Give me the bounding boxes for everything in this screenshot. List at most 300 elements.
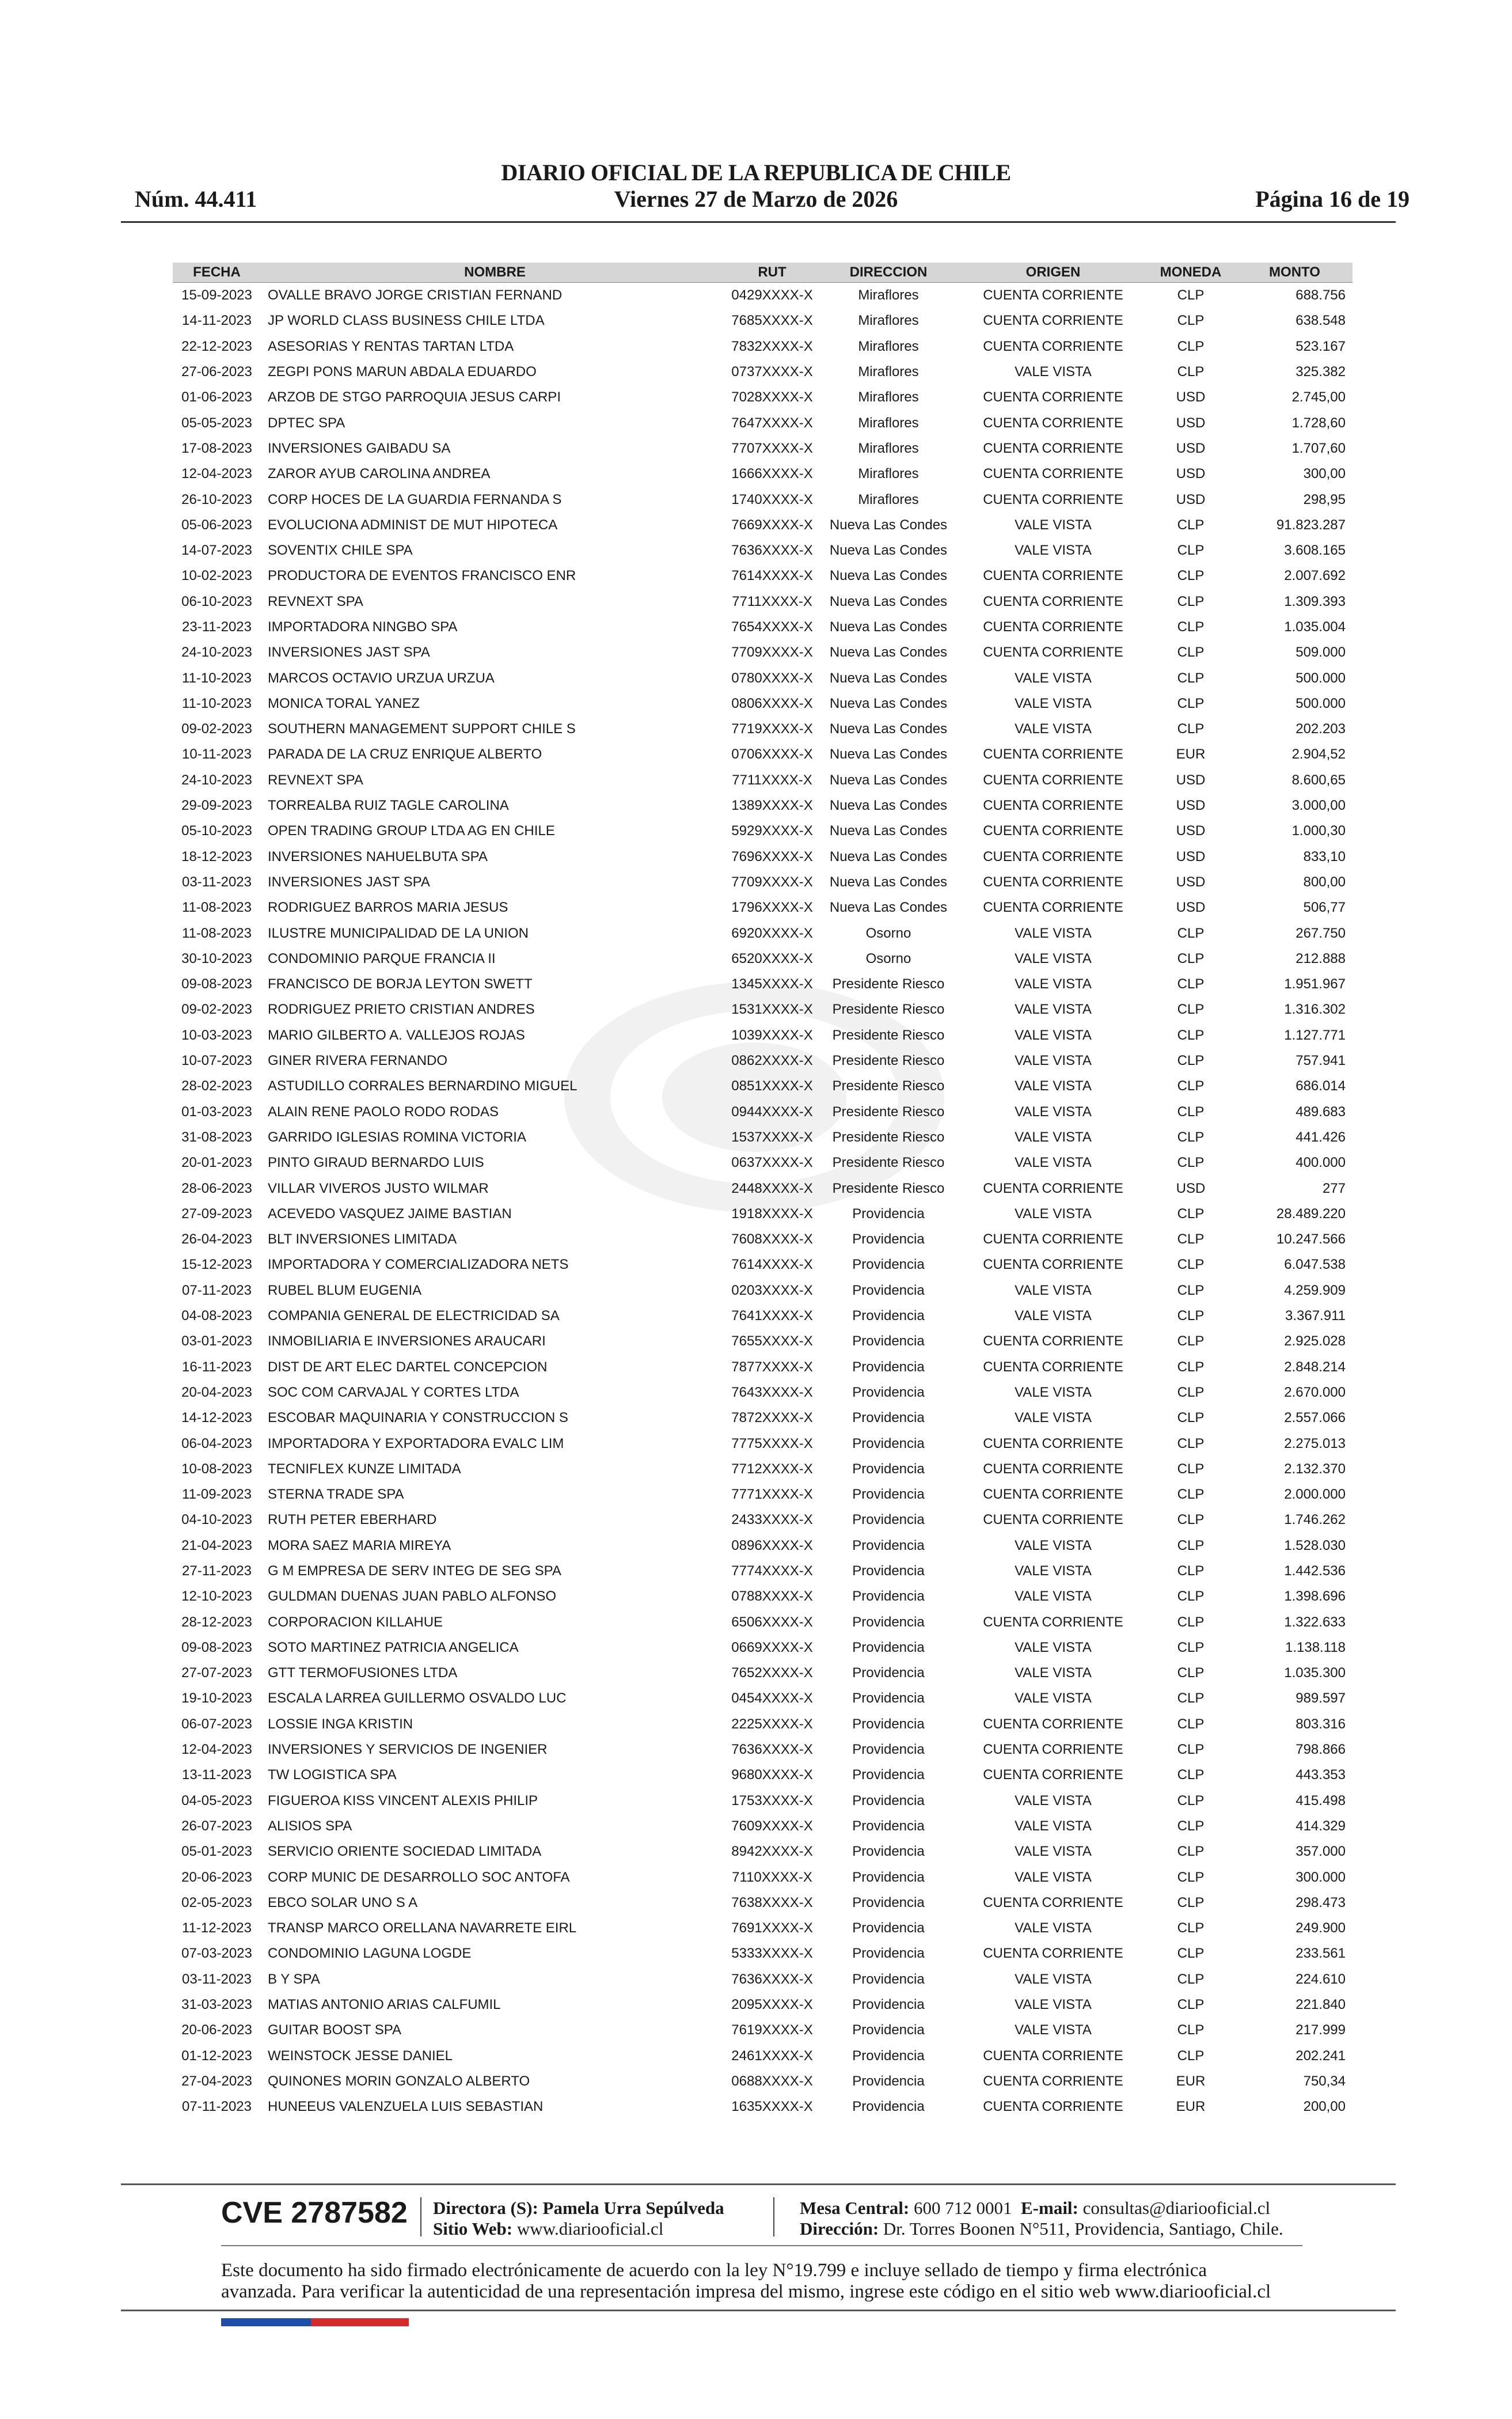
cell-monto: 325.382 [1296,364,1346,380]
cell-moneda: CLP [1177,925,1205,941]
cell-moneda: CLP [1177,568,1205,584]
cell-nombre: INVERSIONES JAST SPA [268,874,430,890]
table-row [173,1227,1353,1252]
website-label: Sitio Web: [433,2219,513,2239]
cell-monto: 224.610 [1296,1971,1346,1987]
cell-nombre: IMPORTADORA Y COMERCIALIZADORA NETS [268,1257,569,1273]
cell-direccion: Presidente Riesco [832,1129,945,1145]
cell-monto: 500.000 [1296,670,1346,686]
cell-moneda: USD [1176,491,1206,507]
table-row [173,895,1353,920]
footer-separator [773,2197,774,2236]
cell-nombre: MONICA TORAL YANEZ [268,695,420,711]
email-value[interactable]: consultas@diariooficial.cl [1082,2198,1271,2218]
cell-direccion: Providencia [852,2073,925,2089]
cell-rut: 6520XXXX-X [731,950,813,966]
table-row [173,1278,1353,1303]
cell-monto: 688.756 [1296,287,1346,304]
cell-direccion: Providencia [852,1461,925,1477]
cell-nombre: INVERSIONES JAST SPA [268,644,430,661]
cell-origen: CUENTA CORRIENTE [983,313,1123,329]
table-row [173,2094,1353,2120]
cell-origen: VALE VISTA [1015,1410,1092,1426]
cell-rut: 6920XXXX-X [731,925,813,941]
cell-moneda: CLP [1177,2022,1205,2038]
cell-rut: 5333XXXX-X [731,1946,813,1962]
cell-fecha: 13-11-2023 [182,1767,252,1783]
cell-rut: 8942XXXX-X [731,1844,813,1860]
cell-monto: 3.608.165 [1284,543,1346,559]
cell-origen: CUENTA CORRIENTE [983,644,1123,661]
cell-rut: 1740XXXX-X [731,491,813,507]
table-row [173,870,1353,895]
cell-direccion: Providencia [852,1231,925,1248]
cell-origen: CUENTA CORRIENTE [983,2048,1123,2064]
cell-origen: CUENTA CORRIENTE [983,1435,1123,1451]
table-row [173,308,1353,333]
cell-direccion: Providencia [852,1767,925,1783]
cell-direccion: Miraflores [858,466,919,482]
cell-fecha: 05-06-2023 [181,517,252,533]
cell-monto: 212.888 [1296,950,1346,966]
cell-rut: 1635XXXX-X [731,2099,813,2115]
cell-monto: 3.367.911 [1285,1308,1346,1324]
cell-monto: 2.670.000 [1284,1384,1346,1400]
table-row [173,1967,1353,1992]
cell-rut: 7608XXXX-X [731,1231,813,1248]
table-row [173,1941,1353,1966]
cell-rut: 0896XXXX-X [731,1537,813,1553]
cell-direccion: Providencia [852,1588,925,1605]
cell-nombre: REVNEXT SPA [268,772,363,788]
cell-rut: 7771XXXX-X [731,1487,813,1503]
cell-direccion: Nueva Las Condes [829,874,948,890]
table-row [173,1584,1353,1609]
cell-monto: 686.014 [1296,1078,1346,1094]
cell-direccion: Presidente Riesco [832,976,945,992]
cell-monto: 6.047.538 [1284,1257,1346,1273]
table-row [173,1890,1353,1916]
cell-direccion: Nueva Las Condes [829,721,948,737]
cell-fecha: 23-11-2023 [182,619,252,635]
cell-fecha: 01-03-2023 [181,1104,252,1120]
cell-direccion: Providencia [852,1792,925,1808]
cell-fecha: 06-07-2023 [181,1716,252,1732]
cell-moneda: EUR [1176,746,1206,763]
cell-fecha: 18-12-2023 [181,848,252,865]
cell-nombre: ZEGPI PONS MARUN ABDALA EDUARDO [268,364,537,380]
cell-monto: 798.866 [1296,1742,1346,1758]
cell-moneda: CLP [1177,517,1205,533]
table-row [173,768,1353,793]
cell-moneda: CLP [1177,695,1205,711]
cell-monto: 28.489.220 [1276,1205,1346,1222]
cell-fecha: 14-07-2023 [181,543,252,559]
cell-moneda: CLP [1177,1282,1205,1298]
cell-moneda: CLP [1177,1359,1205,1375]
cell-fecha: 30-10-2023 [181,950,252,966]
cell-nombre: DPTEC SPA [268,415,345,431]
table-row [173,972,1353,997]
cell-rut: 7614XXXX-X [731,1257,813,1273]
table-row [173,716,1353,742]
cell-fecha: 10-07-2023 [181,1053,252,1069]
cell-rut: 7641XXXX-X [731,1308,813,1324]
cell-moneda: USD [1176,415,1206,431]
cell-origen: CUENTA CORRIENTE [983,1894,1123,1910]
footer-inner-divider [221,2245,1302,2246]
cell-moneda: CLP [1177,1053,1205,1069]
cell-nombre: ALAIN RENE PAOLO RODO RODAS [268,1104,499,1120]
footer-bottom-divider [121,2310,1396,2311]
cell-fecha: 04-10-2023 [181,1512,252,1528]
cell-moneda: CLP [1177,1002,1205,1018]
cell-origen: VALE VISTA [1015,695,1092,711]
cell-moneda: CLP [1177,1384,1205,1400]
cell-moneda: CLP [1177,721,1205,737]
cell-nombre: LOSSIE INGA KRISTIN [268,1716,413,1732]
cell-moneda: CLP [1177,1588,1205,1605]
cell-moneda: USD [1176,440,1206,456]
website-value[interactable]: www.diariooficial.cl [516,2219,664,2239]
cell-origen: CUENTA CORRIENTE [983,415,1123,431]
cell-monto: 443.353 [1296,1767,1346,1783]
cell-moneda: EUR [1176,2073,1206,2089]
cell-fecha: 17-08-2023 [181,440,252,456]
cell-direccion: Providencia [852,1894,925,1910]
cell-direccion: Miraflores [858,440,919,456]
cell-fecha: 10-08-2023 [181,1461,252,1477]
table-row [173,1660,1353,1686]
cell-nombre: TECNIFLEX KUNZE LIMITADA [268,1461,461,1477]
cell-fecha: 26-10-2023 [181,491,252,507]
cell-origen: VALE VISTA [1015,1971,1092,1987]
cell-origen: VALE VISTA [1015,1155,1092,1171]
cell-rut: 7655XXXX-X [731,1333,813,1349]
cell-fecha: 26-04-2023 [181,1231,252,1248]
cell-rut: 0454XXXX-X [731,1690,813,1707]
cell-direccion: Providencia [852,1257,925,1273]
table-row [173,920,1353,946]
cell-moneda: USD [1176,1180,1206,1196]
table-row [173,1992,1353,2018]
cell-origen: CUENTA CORRIENTE [983,2099,1123,2115]
cell-fecha: 27-11-2023 [182,1563,252,1579]
cell-monto: 489.683 [1296,1104,1346,1120]
cell-direccion: Osorno [865,925,911,941]
cell-fecha: 15-12-2023 [181,1257,252,1273]
cell-rut: 7832XXXX-X [731,338,813,354]
cell-rut: 1537XXXX-X [731,1129,813,1145]
cell-rut: 0637XXXX-X [731,1155,813,1171]
table-row [173,1380,1353,1405]
cell-nombre: WEINSTOCK JESSE DANIEL [268,2048,453,2064]
table-row [173,1303,1353,1329]
table-row [173,1635,1353,1660]
cell-origen: CUENTA CORRIENTE [983,1333,1123,1349]
cell-origen: CUENTA CORRIENTE [983,1461,1123,1477]
table-row [173,1048,1353,1074]
cell-origen: CUENTA CORRIENTE [983,1767,1123,1783]
cell-fecha: 20-01-2023 [181,1155,252,1171]
cell-origen: VALE VISTA [1015,1104,1092,1120]
table-row [173,334,1353,359]
cell-direccion: Providencia [852,1410,925,1426]
cell-moneda: CLP [1177,313,1205,329]
cell-moneda: CLP [1177,1716,1205,1732]
cell-nombre: OVALLE BRAVO JORGE CRISTIAN FERNAND [268,287,563,304]
cell-origen: CUENTA CORRIENTE [983,1512,1123,1528]
cell-fecha: 09-08-2023 [181,976,252,992]
cell-direccion: Providencia [852,1690,925,1707]
cell-rut: 7711XXXX-X [732,772,812,788]
table-row [173,513,1353,538]
cell-moneda: USD [1176,848,1206,865]
cell-monto: 506,77 [1303,900,1346,916]
cell-origen: VALE VISTA [1015,1690,1092,1707]
cell-direccion: Providencia [852,1333,925,1349]
cell-monto: 249.900 [1296,1920,1346,1936]
page-number: Página 16 de 19 [1255,186,1410,212]
cell-fecha: 10-03-2023 [181,1027,252,1043]
cell-fecha: 11-08-2023 [182,925,252,941]
cell-direccion: Providencia [852,1308,925,1324]
cell-origen: VALE VISTA [1015,1920,1092,1936]
table-row [173,818,1353,844]
website-line [433,2219,663,2239]
cell-fecha: 09-02-2023 [181,721,252,737]
cell-origen: VALE VISTA [1015,1844,1092,1860]
cell-monto: 1.316.302 [1284,1002,1346,1018]
cell-nombre: GINER RIVERA FERNANDO [268,1053,448,1069]
cell-rut: 0862XXXX-X [731,1053,813,1069]
cell-direccion: Providencia [852,1512,925,1528]
cell-direccion: Presidente Riesco [832,1002,945,1018]
cell-moneda: CLP [1177,1333,1205,1349]
flag-stripe-red [311,2318,409,2326]
cell-nombre: GTT TERMOFUSIONES LTDA [268,1665,458,1681]
cell-fecha: 12-04-2023 [181,1742,252,1758]
cell-nombre: CONDOMINIO PARQUE FRANCIA II [268,950,496,966]
cell-nombre: ZAROR AYUB CAROLINA ANDREA [268,466,491,482]
cell-origen: CUENTA CORRIENTE [983,466,1123,482]
cell-origen: VALE VISTA [1015,1027,1092,1043]
cell-nombre: MARIO GILBERTO A. VALLEJOS ROJAS [268,1027,525,1043]
cell-moneda: CLP [1177,1129,1205,1145]
cell-moneda: CLP [1177,1104,1205,1120]
cell-rut: 2225XXXX-X [731,1716,813,1732]
table-row [173,2069,1353,2094]
cell-fecha: 24-10-2023 [181,772,252,788]
cell-moneda: CLP [1177,543,1205,559]
cell-nombre: PARADA DE LA CRUZ ENRIQUE ALBERTO [268,746,542,763]
cell-monto: 1.138.118 [1285,1639,1346,1655]
table-row [173,1201,1353,1227]
cell-origen: CUENTA CORRIENTE [983,900,1123,916]
cell-monto: 91.823.287 [1276,517,1346,533]
cell-nombre: TW LOGISTICA SPA [268,1767,397,1783]
table-row [173,1864,1353,1890]
cell-nombre: SOVENTIX CHILE SPA [268,543,413,559]
table-row [173,1252,1353,1277]
cell-rut: 0944XXXX-X [731,1104,813,1120]
table-row [173,1762,1353,1788]
cell-direccion: Providencia [852,1869,925,1885]
cell-monto: 750,34 [1303,2073,1346,2089]
cell-moneda: USD [1176,389,1206,405]
cell-direccion: Nueva Las Condes [829,517,948,533]
cell-origen: VALE VISTA [1015,1665,1092,1681]
cell-origen: CUENTA CORRIENTE [983,798,1123,814]
cell-rut: 0788XXXX-X [731,1588,813,1605]
cell-origen: VALE VISTA [1015,1588,1092,1605]
cell-origen: VALE VISTA [1015,1869,1092,1885]
cell-rut: 7110XXXX-X [732,1869,812,1885]
cell-nombre: ASTUDILLO CORRALES BERNARDINO MIGUEL [268,1078,578,1094]
table-row [173,1712,1353,1737]
column-header-nombre: NOMBRE [464,264,526,280]
cell-moneda: CLP [1177,644,1205,661]
cell-direccion: Nueva Las Condes [829,644,948,661]
cell-moneda: CLP [1177,1894,1205,1910]
cell-direccion: Miraflores [858,491,919,507]
cell-rut: 7707XXXX-X [731,440,813,456]
cell-nombre: FRANCISCO DE BORJA LEYTON SWETT [268,976,533,992]
table-row [173,1099,1353,1125]
cell-nombre: OPEN TRADING GROUP LTDA AG EN CHILE [268,823,555,839]
cell-fecha: 12-10-2023 [181,1588,252,1605]
cell-nombre: INVERSIONES NAHUELBUTA SPA [268,848,488,865]
cell-nombre: PINTO GIRAUD BERNARDO LUIS [268,1155,484,1171]
cell-direccion: Providencia [852,1563,925,1579]
cell-fecha: 02-05-2023 [181,1894,252,1910]
cell-rut: 1345XXXX-X [731,976,813,992]
table-row [173,640,1353,665]
cell-direccion: Providencia [852,1844,925,1860]
cell-origen: VALE VISTA [1015,721,1092,737]
column-header-origen: ORIGEN [1025,264,1081,280]
cve-code: CVE 2787582 [221,2196,408,2230]
cell-rut: 7669XXXX-X [731,517,813,533]
cell-rut: 7652XXXX-X [731,1665,813,1681]
cell-rut: 0780XXXX-X [731,670,813,686]
cell-monto: 10.247.566 [1276,1231,1346,1248]
cell-monto: 523.167 [1296,338,1346,354]
cell-fecha: 27-06-2023 [181,364,252,380]
cell-origen: CUENTA CORRIENTE [983,568,1123,584]
cell-origen: CUENTA CORRIENTE [983,491,1123,507]
cell-monto: 415.498 [1296,1792,1346,1808]
cell-rut: 7654XXXX-X [731,619,813,635]
table-row [173,1482,1353,1507]
cell-direccion: Presidente Riesco [832,1180,945,1196]
cell-nombre: ESCALA LARREA GUILLERMO OSVALDO LUC [268,1690,567,1707]
cell-fecha: 11-10-2023 [182,670,252,686]
table-row [173,844,1353,870]
cell-nombre: CONDOMINIO LAGUNA LOGDE [268,1946,472,1962]
cell-nombre: STERNA TRADE SPA [268,1487,404,1503]
cell-rut: 7712XXXX-X [731,1461,813,1477]
cell-moneda: CLP [1177,619,1205,635]
cell-nombre: HUNEEUS VALENZUELA LUIS SEBASTIAN [268,2099,544,2115]
cell-origen: VALE VISTA [1015,976,1092,992]
cell-rut: 7775XXXX-X [731,1435,813,1451]
cell-fecha: 12-04-2023 [181,466,252,482]
cell-direccion: Nueva Las Condes [829,593,948,609]
table-row [173,1354,1353,1379]
cell-monto: 2.904,52 [1291,746,1346,763]
cell-direccion: Providencia [852,2022,925,2038]
cell-origen: CUENTA CORRIENTE [983,389,1123,405]
cell-monto: 267.750 [1296,925,1346,941]
cell-rut: 7636XXXX-X [731,1742,813,1758]
address-line [800,2219,1283,2239]
cell-direccion: Nueva Las Condes [829,746,948,763]
cell-monto: 2.925.028 [1284,1333,1346,1349]
table-row [173,1329,1353,1354]
footer-divider [121,2183,1396,2185]
cell-moneda: CLP [1177,1742,1205,1758]
cell-direccion: Nueva Las Condes [829,695,948,711]
cell-origen: CUENTA CORRIENTE [983,440,1123,456]
cell-origen: CUENTA CORRIENTE [983,823,1123,839]
cell-fecha: 27-07-2023 [181,1665,252,1681]
cell-rut: 1666XXXX-X [731,466,813,482]
table-row [173,2043,1353,2068]
table-row [173,1431,1353,1456]
legal-notice [221,2260,1315,2303]
cell-direccion: Providencia [852,2099,925,2115]
cell-monto: 833,10 [1303,848,1346,865]
cell-rut: 1918XXXX-X [731,1205,813,1222]
cell-monto: 2.275.013 [1284,1435,1346,1451]
cell-monto: 4.259.909 [1284,1282,1346,1298]
cell-fecha: 01-12-2023 [181,2048,252,2064]
cell-origen: CUENTA CORRIENTE [983,772,1123,788]
cell-fecha: 05-01-2023 [181,1844,252,1860]
cell-monto: 200,00 [1303,2099,1346,2115]
cell-direccion: Presidente Riesco [832,1053,945,1069]
cell-fecha: 04-08-2023 [181,1308,252,1324]
cell-monto: 233.561 [1296,1946,1346,1962]
cell-direccion: Providencia [852,1639,925,1655]
cell-fecha: 11-09-2023 [182,1487,252,1503]
cell-monto: 357.000 [1296,1844,1346,1860]
cell-nombre: G M EMPRESA DE SERV INTEG DE SEG SPA [268,1563,561,1579]
cell-origen: VALE VISTA [1015,543,1092,559]
cell-direccion: Providencia [852,1971,925,1987]
column-header-fecha: FECHA [193,264,241,280]
column-header-direccion: DIRECCION [849,264,928,280]
cell-monto: 989.597 [1296,1690,1346,1707]
cell-direccion: Providencia [852,1997,925,2013]
cell-monto: 2.745,00 [1291,389,1346,405]
cell-moneda: CLP [1177,338,1205,354]
cell-direccion: Nueva Las Condes [829,568,948,584]
cell-moneda: CLP [1177,1971,1205,1987]
cell-nombre: IMPORTADORA NINGBO SPA [268,619,458,635]
cell-monto: 757.941 [1296,1053,1346,1069]
cell-nombre: JP WORLD CLASS BUSINESS CHILE LTDA [268,313,545,329]
cell-fecha: 03-01-2023 [181,1333,252,1349]
table-row [173,1609,1353,1635]
cell-nombre: EVOLUCIONA ADMINIST DE MUT HIPOTECA [268,517,558,533]
table-row [173,283,1353,308]
cell-origen: CUENTA CORRIENTE [983,287,1123,304]
cell-origen: CUENTA CORRIENTE [983,593,1123,609]
cell-monto: 1.528.030 [1284,1537,1346,1553]
cell-moneda: CLP [1177,1435,1205,1451]
